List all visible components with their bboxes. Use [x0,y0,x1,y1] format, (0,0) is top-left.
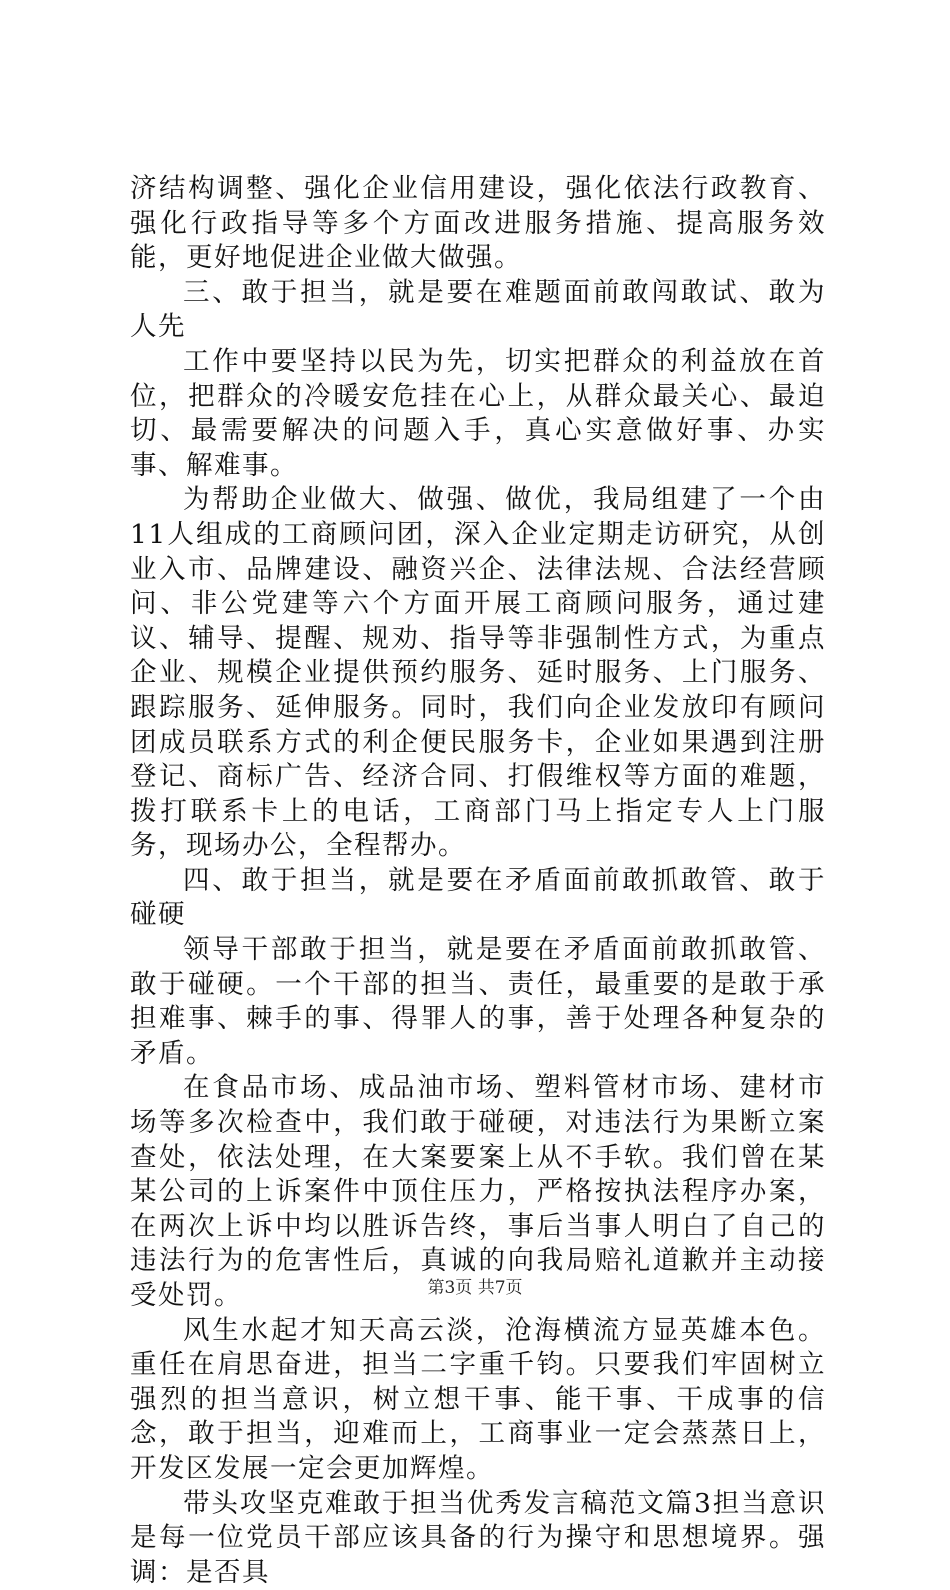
paragraph-4: 领导干部敢于担当，就是要在矛盾面前敢抓敢管、敢于碰硬。一个干部的担当、责任，最重要的是敢于承担难事、棘手的事、得罪人的事，善于处理各种复杂的矛盾。 [130,934,826,1069]
paragraph-5: 在食品市场、成品油市场、塑料管材市场、建材市场等多次检查中，我们敢于碰硬，对违法行为果断立案查处，依法处理，在大案要案上从不手软。我们曾在某某公司的上诉案件中顶住压力，严格按执法程序办案，在两次上诉中均以胜诉告终，事后当事人明白了自己的违法行为的危害性后，真诚的向我局赔礼道歉并主动接受处罚。 [130,1072,826,1311]
paragraph-6: 风生水起才知天高云淡，沧海横流方显英雄本色。重任在肩思奋进，担当二字重千钧。只要我们牢固树立强烈的担当意识，树立想干事、能干事、干成事的信念，敢于担当，迎难而上，工商事业一定会蒸蒸日上，开发区发展一定会更加辉煌。 [130,1314,826,1484]
document-body [130,172,826,1590]
paragraph-7: 带头攻坚克难敢于担当优秀发言稿范文篇3担当意识是每一位党员干部应该具备的行为操守和思想境界。强调：是否具 [130,1487,826,1588]
paragraph-1: 济结构调整、强化企业信用建设，强化依法行政教育、强化行政指导等多个方面改进服务措施、提高服务效能，更好地促进企业做大做强。 [130,173,826,274]
section-heading-3: 三、敢于担当，就是要在难题面前敢闯敢试、敢为人先 [130,276,826,343]
page-footer: 第3页 共7页 [427,1278,523,1298]
paragraph-2: 工作中要坚持以民为先，切实把群众的利益放在首位，把群众的冷暖安危挂在心上，从群众最关心、最迫切、最需要解决的问题入手，真心实意做好事、办实事、解难事。 [130,345,826,481]
paragraph-3: 为帮助企业做大、做强、做优，我局组建了一个由11人组成的工商顾问团，深入企业定期走访研究，从创业入市、品牌建设、融资兴企、法律法规、合法经营顾问、非公党建等六个方面开展工商顾问服务，通过建议、辅导、提醒、规劝、指导等非强制性方式，为重点企业、规模企业提供预约服务、延时服务、上门服务、跟踪服务、延伸服务。同时，我们向企业发放印有顾问团成员联系方式的利企便民服务卡，企业如果遇到注册登记、商标广告、经济合同、打假维权等方面的难题，拨打联系卡上的电话，工商部门马上指定专人上门服务，现场办公，全程帮办。 [130,484,826,862]
section-heading-4: 四、敢于担当，就是要在矛盾面前敢抓敢管、敢于碰硬 [130,864,826,931]
